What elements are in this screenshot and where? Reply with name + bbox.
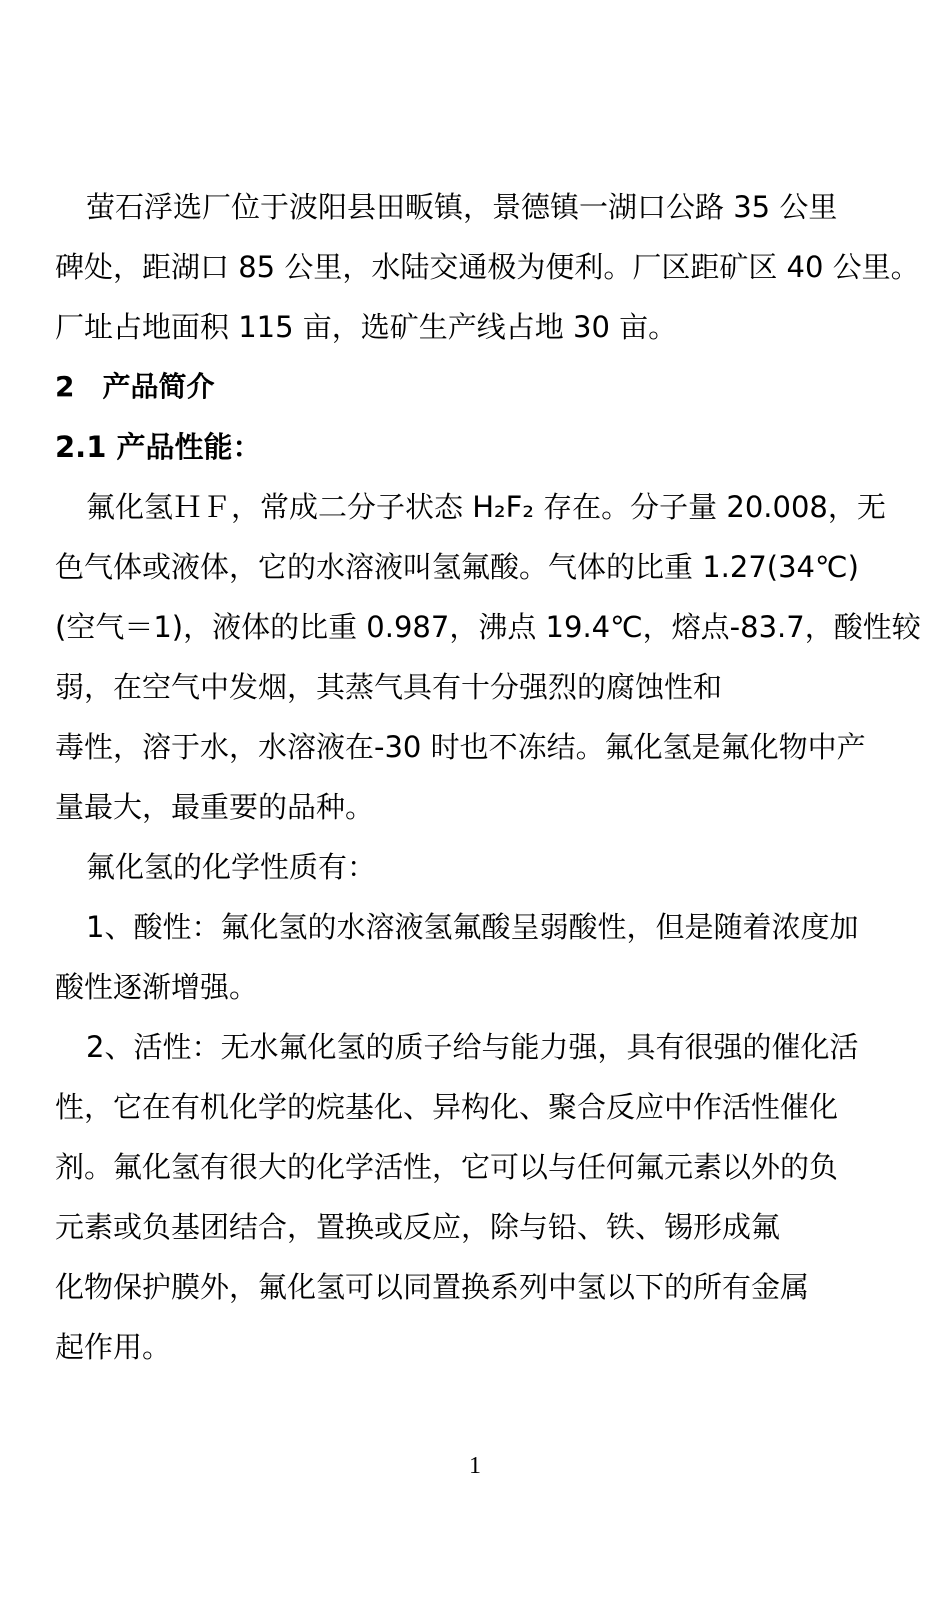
chemical-properties-intro (55, 837, 925, 897)
paragraph-line: 色气体或液体，它的水溶液叫氢氟酸。气体的比重 1.27(34℃) (55, 550, 859, 584)
paragraph-line: 毒性，溶于水，水溶液在-30 时也不冻结。氟化氢是氟化物中产 (55, 730, 866, 764)
properties-paragraph (55, 477, 925, 837)
document-body (55, 177, 925, 1377)
paragraph-line: 剂。氟化氢有很大的化学活性，它可以与任何氟元素以外的负 (55, 1150, 839, 1184)
paragraph-line: 弱，在空气中发烟，其蒸气具有十分强烈的腐蚀性和 (55, 670, 723, 704)
intro-paragraph (55, 177, 925, 357)
acidity-paragraph (55, 897, 925, 1017)
paragraph-line: (空气＝1)，液体的比重 0.987，沸点 19.4℃，熔点-83.7，酸性较 (55, 610, 921, 644)
page-number: 1 (469, 1453, 481, 1479)
paragraph-line: 厂址占地面积 115 亩，选矿生产线占地 30 亩。 (55, 310, 678, 344)
paragraph-line: 起作用。 (55, 1330, 172, 1364)
paragraph-line: 元素或负基团结合，置换或反应，除与铅、铁、锡形成氟 (55, 1210, 781, 1244)
paragraph-line: 量最大，最重要的品种。 (55, 790, 375, 824)
paragraph-line: 氟化氢ＨＦ，常成二分子状态 H₂F₂ 存在。分子量 20.008，无 (86, 490, 886, 524)
activity-paragraph (55, 1017, 925, 1377)
paragraph-line: 化物保护膜外，氟化氢可以同置换系列中氢以下的所有金属 (55, 1270, 810, 1304)
subsection-heading: 2.1 产品性能： (55, 430, 262, 464)
paragraph-line: 2、活性：无水氟化氢的质子给与能力强，具有很强的催化活 (86, 1030, 859, 1064)
paragraph-line: 性，它在有机化学的烷基化、异构化、聚合反应中作活性催化 (55, 1090, 839, 1124)
paragraph-line: 酸性逐渐增强。 (55, 970, 259, 1004)
paragraph-line: 1、酸性：氟化氢的水溶液氢氟酸呈弱酸性，但是随着浓度加 (86, 910, 859, 944)
paragraph-line: 萤石浮选厂位于波阳县田畈镇，景德镇一湖口公路 35 公里 (86, 190, 838, 224)
section-heading: 2 产品简介 (55, 370, 215, 403)
paragraph-line: 碑处，距湖口 85 公里，水陆交通极为便利。厂区距矿区 40 公里。 (55, 250, 920, 284)
paragraph-line: 氟化氢的化学性质有： (86, 850, 377, 884)
